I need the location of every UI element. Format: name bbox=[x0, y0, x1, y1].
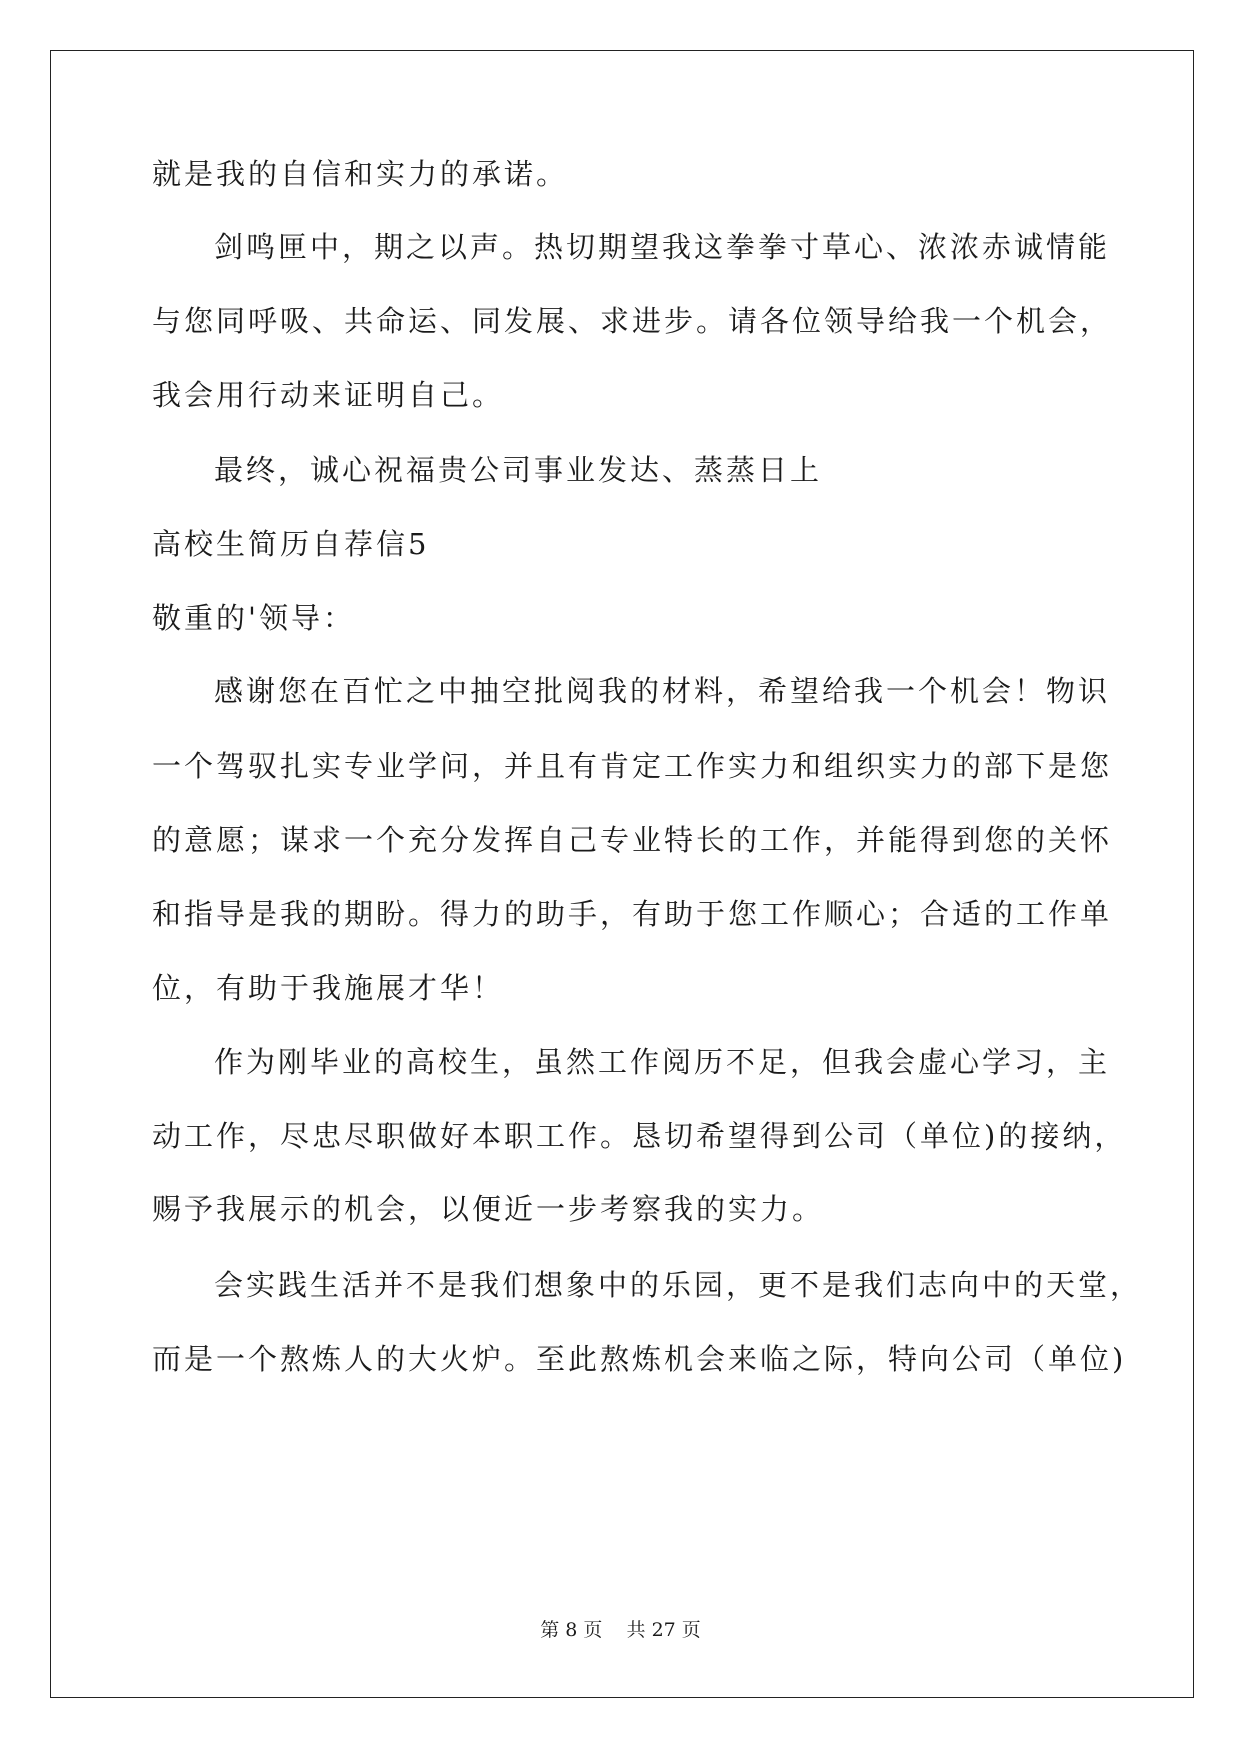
page-number: 第 8 页 共 27 页 bbox=[540, 1619, 701, 1641]
text-line: 我会用行动来证明自己。 bbox=[152, 378, 505, 412]
text-line: 作为刚毕业的高校生，虽然工作阅历不足，但我会虚心学习，主 bbox=[214, 1045, 1111, 1079]
salutation: 敬重的'领导： bbox=[152, 601, 355, 635]
text-line: 而是一个熬炼人的大火炉。至此熬炼机会来临之际，特向公司（单位) bbox=[152, 1342, 1127, 1376]
text-line: 就是我的自信和实力的承诺。 bbox=[152, 157, 569, 191]
text-line: 和指导是我的期盼。得力的助手，有助于您工作顺心；合适的工作单 bbox=[152, 897, 1113, 931]
text-line: 位，有助于我施展才华！ bbox=[152, 971, 505, 1005]
text-line: 赐予我展示的机会，以便近一步考察我的实力。 bbox=[152, 1192, 825, 1226]
text-line: 剑鸣匣中，期之以声。热切期望我这拳拳寸草心、浓浓赤诚情能 bbox=[214, 230, 1111, 264]
text-line: 与您同呼吸、共命运、同发展、求进步。请各位领导给我一个机会， bbox=[152, 304, 1113, 338]
text-line: 一个驾驭扎实专业学问，并且有肯定工作实力和组织实力的部下是您 bbox=[152, 749, 1113, 783]
section-heading: 高校生简历自荐信5 bbox=[152, 527, 430, 561]
text-line: 动工作，尽忠尽职做好本职工作。恳切希望得到公司（单位)的接纳， bbox=[152, 1119, 1127, 1153]
text-line: 的意愿；谋求一个充分发挥自己专业特长的工作，并能得到您的关怀 bbox=[152, 823, 1113, 857]
page-border bbox=[50, 50, 1194, 1698]
text-line: 会实践生活并不是我们想象中的乐园，更不是我们志向中的天堂， bbox=[214, 1268, 1143, 1302]
text-line: 感谢您在百忙之中抽空批阅我的材料，希望给我一个机会！物识 bbox=[214, 674, 1111, 708]
text-line: 最终，诚心祝福贵公司事业发达、蒸蒸日上 bbox=[214, 453, 823, 487]
